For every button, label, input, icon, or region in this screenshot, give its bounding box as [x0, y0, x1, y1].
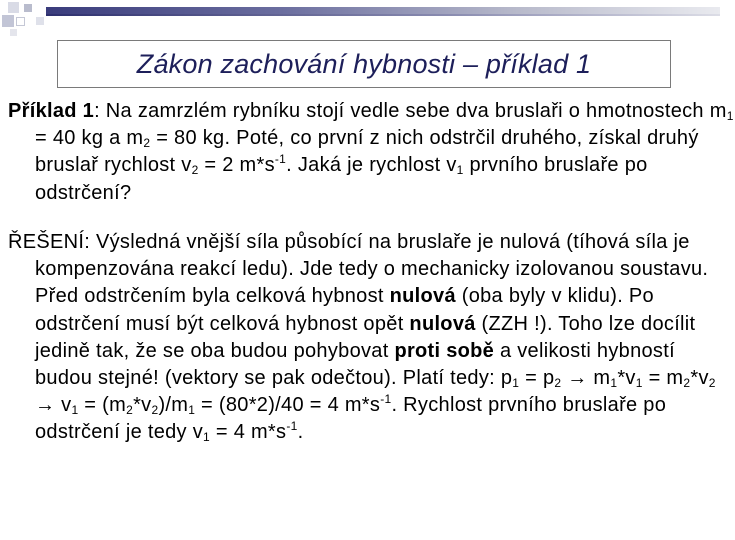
subscript: 2 [191, 163, 199, 178]
text: . [297, 421, 304, 444]
subscript: 2 [151, 403, 159, 418]
text: = 2 m*s [198, 154, 275, 177]
text: . Rychlost prvního bruslaře po odstrčení je tedy v [35, 394, 667, 444]
text: = 4 m*s [210, 421, 287, 444]
emphasis: proti sobě [394, 339, 495, 362]
text: → m [561, 367, 611, 390]
subscript: 1 [512, 376, 520, 391]
text: a velikosti hybností budou stejné! (vektory se pak odečtou). Platí tedy: p [35, 339, 675, 390]
subscript: 2 [143, 136, 151, 151]
subscript: 1 [726, 109, 734, 123]
text: prvního bruslaře po odstrčení? [35, 154, 648, 204]
solution-paragraph [8, 229, 735, 447]
emphasis: nulová [409, 312, 476, 335]
decor-square [2, 15, 14, 27]
slide-title: Zákon zachování hybnosti – příklad 1 [136, 48, 592, 79]
emphasis: nulová [389, 285, 456, 308]
subscript: 2 [683, 376, 691, 391]
text: )/m [158, 394, 189, 417]
text: → v [35, 394, 72, 417]
text: . Jaká je rychlost v [286, 154, 457, 177]
text: *v [690, 367, 709, 390]
superscript: -1 [286, 419, 298, 434]
superscript: -1 [274, 152, 287, 167]
text: = m [642, 367, 684, 390]
example-paragraph [8, 98, 735, 207]
subscript: 2 [708, 376, 716, 391]
subscript: 1 [635, 376, 643, 391]
decor-square [16, 17, 25, 26]
header-band-cover [46, 15, 720, 23]
text: *v [617, 367, 636, 390]
subscript: 1 [203, 430, 210, 445]
text: = (m [78, 394, 127, 417]
decor-square [36, 17, 44, 25]
decor-square [24, 4, 32, 12]
subscript: 1 [610, 376, 618, 391]
text: *v [133, 394, 152, 417]
text: : Na zamrzlém rybníku stojí vedle sebe dva bruslaři o hmotnostech m [94, 100, 727, 122]
example-label: Příklad 1 [8, 100, 95, 122]
text: (oba byly v klidu). Po odstrčení musí být celková hybnost opět [35, 285, 654, 335]
decor-square [10, 29, 17, 36]
decor-square [8, 2, 19, 13]
subscript: 1 [71, 403, 79, 418]
header-gradient-line [46, 14, 720, 16]
text: (ZZH !). Toho lze docílit jedině tak, že se oba budou pohybovat [35, 312, 696, 362]
text: = (80*2)/40 = 4 m*s [195, 394, 381, 417]
title-box [57, 40, 671, 88]
superscript: -1 [380, 392, 392, 407]
subscript: 2 [554, 376, 562, 391]
subscript: 1 [188, 403, 196, 418]
subscript: 2 [126, 403, 134, 418]
subscript: 1 [456, 163, 464, 178]
text: = p [519, 367, 555, 390]
text: ŘEŠENÍ: Výsledná vnější síla působící na bruslaře je nulová (tíhová síla je kompenzována reakcí ledu). Jde tedy o mechanicky izolovanou soustavu. Před odstrčením byla celková hybnost [8, 231, 709, 308]
text: = 40 kg a m [35, 127, 144, 150]
text: = 80 kg. Poté, co první z nich odstrčil druhého, získal druhý bruslař rychlost v [35, 127, 699, 177]
